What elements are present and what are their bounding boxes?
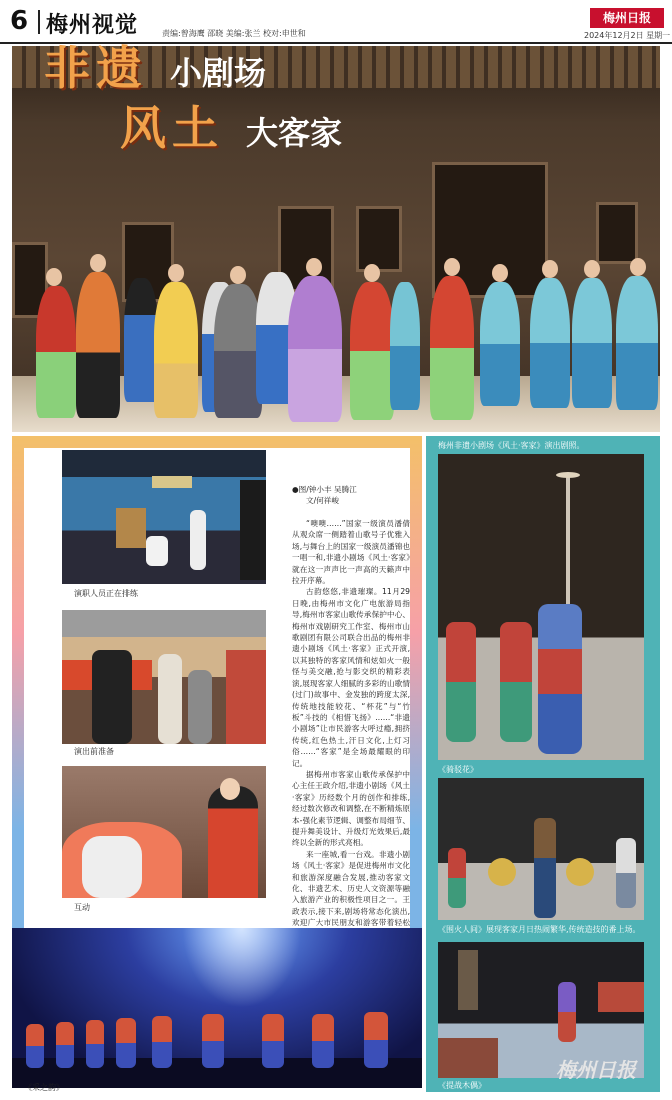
dancer	[116, 1018, 136, 1068]
performer	[288, 276, 342, 422]
performer	[448, 848, 466, 908]
performer	[190, 510, 206, 570]
header-divider	[38, 10, 40, 34]
caption-market: 《围火人间》展现客家月日热闹繁华,传统造技的番上场。	[438, 925, 641, 934]
headline-part1: 非遗	[44, 41, 148, 95]
performer	[480, 282, 520, 406]
stage-door	[116, 508, 146, 548]
performer-head	[306, 258, 322, 276]
performer-head	[630, 258, 646, 276]
performer-head	[492, 264, 508, 282]
performer	[188, 670, 212, 744]
window	[356, 206, 402, 272]
newspaper-logo: 梅州日报	[590, 8, 664, 28]
caption-preparation: 演出前准备	[74, 747, 114, 756]
preparation-photo	[62, 610, 266, 744]
costume-rack	[226, 650, 266, 744]
performer	[146, 536, 168, 566]
crew-member	[92, 650, 132, 744]
stage-plaque	[152, 476, 192, 488]
performer	[350, 282, 394, 420]
performer-head	[444, 258, 460, 276]
page-number: 6	[10, 6, 29, 36]
caption-interaction: 互动	[74, 903, 90, 912]
section-title: 梅州视觉	[46, 13, 139, 38]
dancer	[262, 1014, 284, 1068]
puppeteer	[558, 982, 576, 1042]
performer	[616, 838, 636, 908]
headline-part3: 风土	[120, 101, 224, 155]
watermark: 梅州日报	[556, 1058, 636, 1082]
caption-stunt: 《骑驳花》	[438, 765, 478, 774]
audience	[438, 1038, 498, 1078]
article-paragraph: 据梅州市客家山歌传承保护中心主任王政介绍,非遗小剧场《风土·客家》历经数个月的创作和排练,经过数次修改和调整,在不断精炼原本-强化素节逻辑、调整布局细节、提升舞美设计、升级灯光效果后,最终以全新的形式亮相。	[292, 769, 410, 848]
performer	[430, 276, 474, 420]
dancer	[56, 1022, 74, 1068]
caption-right-top: 梅州非遗小剧场《风土·客家》演出剧照。	[438, 441, 585, 450]
headline-part2: 小剧场	[170, 54, 267, 92]
byline	[292, 484, 412, 506]
basket	[566, 858, 594, 886]
caption-dance: 《采之韵》	[24, 1083, 64, 1092]
photographer	[240, 480, 266, 580]
hero-photo	[12, 46, 660, 432]
article-paragraph: 来一座城,看一台戏。非遗小剧场《风土·客家》是促进梅州市文化和旅游深度融合发展,推动客家文化、非遗艺术、历史人文资源等融入旅游产业的积极性项目之一。王政表示,接下来,剧场将常态化演出,欢迎广大市民朋友和游客带着轻松	[292, 849, 410, 928]
performer	[616, 276, 658, 410]
audience	[598, 982, 644, 1012]
basket	[488, 858, 516, 886]
performer	[534, 818, 556, 918]
dance-photo	[12, 928, 422, 1088]
rehearsal-photo	[62, 450, 266, 584]
performer	[36, 286, 76, 418]
dancer	[312, 1014, 334, 1068]
window	[596, 202, 638, 264]
dancer	[364, 1012, 388, 1068]
editor-credits: 责编:曾海鹰 邵晓 美编:张兰 校对:申世和	[162, 29, 306, 38]
byline-photo: ●图/钟小丰 吴腾江	[292, 485, 357, 494]
performer	[154, 282, 198, 418]
banner	[458, 950, 478, 1010]
performer	[158, 654, 182, 744]
headline-part4: 大客家	[246, 114, 343, 152]
audience-member	[82, 836, 142, 898]
performer	[390, 282, 420, 410]
performer	[76, 272, 120, 418]
performer-head	[542, 260, 558, 278]
article-body	[292, 518, 410, 951]
performer-head	[46, 268, 62, 286]
performer	[124, 278, 158, 402]
performer	[530, 278, 570, 408]
article-paragraph: “噢噢……”国家一级演员潘倩从观众席一侧踏着山歌号子优雅入场,与舞台上的国家一级演员潘锦也一唱一和,非遗小剧场《风土·客家》就在这一声声比一声高的天籁声中拉开序幕。	[292, 519, 410, 586]
performer-head	[584, 260, 600, 278]
article-paragraph: 古韵悠悠,非遗璀璨。11月29日晚,由梅州市文化广电旅游局指导,梅州市客家山歌传承保护中心、梅州市戏剧研究工作室、梅州市山歌剧团有限公司联合出品的梅州非遗小剧场《风土·客家》正式开演,以其独特的客家风情和炫如火一般怪与美交融,抢与影交织的精彩表演,展现客家人细腻的多彩的山歌情(过门)故事中、金发独的跨度太深,传统地技能较花、“杯花”与“竹板”斗技的《相惜飞扬》……“非遗小剧场”让市民游客大呼过瘾,拥挤传统,红色热土,汗日文化,上灯习俗……“客家”是全场最耀眼的印记。	[292, 587, 410, 768]
performer-head	[230, 266, 246, 284]
issue-date: 2024年12月2日 星期一	[584, 31, 671, 40]
performer-head	[168, 264, 184, 282]
performer	[446, 622, 476, 742]
plate	[556, 472, 580, 478]
spotlight	[182, 928, 302, 1008]
byline-text: 文/何祥峻	[306, 496, 339, 505]
dancer	[86, 1020, 104, 1068]
stunt-photo	[438, 454, 644, 760]
performer-head	[90, 254, 106, 272]
dancer	[152, 1016, 172, 1068]
performer	[538, 604, 582, 754]
interaction-photo	[62, 766, 266, 898]
performer	[500, 622, 532, 742]
market-photo	[438, 778, 644, 920]
caption-rehearsal: 演职人员正在排练	[74, 589, 138, 598]
performer-head	[220, 778, 240, 800]
performer-head	[364, 264, 380, 282]
performer	[208, 786, 258, 898]
dancer	[26, 1024, 44, 1068]
dancer	[202, 1014, 224, 1068]
performer	[572, 278, 612, 408]
caption-puppet: 《提战木偶》	[438, 1081, 486, 1090]
performer	[214, 284, 262, 418]
